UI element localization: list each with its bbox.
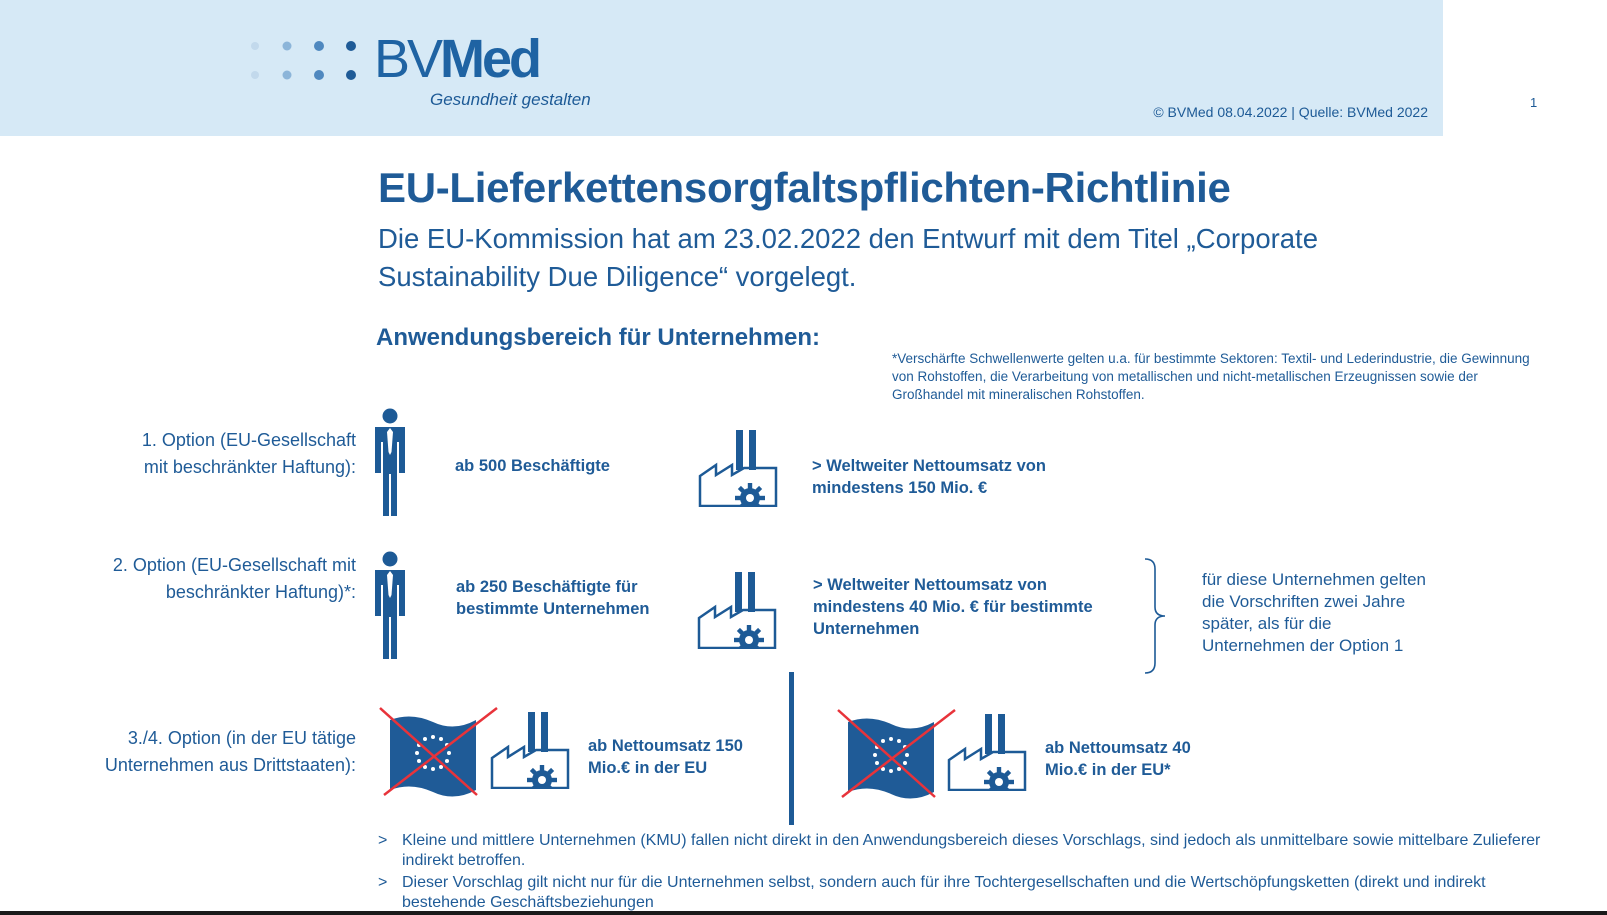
factory-icon — [947, 712, 1027, 792]
option-2-label-line2: beschränkter Haftung)*: — [165, 582, 356, 602]
option-4-turnover — [1045, 737, 1191, 781]
option-1-employees-line1: ab 500 Beschäftigte — [455, 457, 610, 475]
right-brace-icon — [1143, 557, 1173, 675]
option-1-turnover — [812, 455, 1046, 499]
option-3-turnover-line1: ab Nettoumsatz 150 — [588, 737, 743, 755]
bullet-item — [378, 831, 1558, 871]
option-2-note-line4: Unternehmen der Option 1 — [1202, 636, 1404, 655]
option-1-turnover-line1: > Weltweiter Nettoumsatz von — [812, 457, 1046, 475]
option-2-turnover — [813, 574, 1093, 640]
logo-med: Med — [440, 29, 540, 89]
option-2-employees-line2: bestimmte Unternehmen — [456, 600, 650, 618]
factory-icon — [697, 570, 777, 650]
section-heading: Anwendungsbereich für Unternehmen: — [376, 324, 821, 351]
option-1-label-line2: mit beschränkter Haftung): — [143, 457, 356, 477]
option-2-note-line1: für diese Unternehmen gelten — [1202, 570, 1426, 589]
logo-dots-icon — [250, 41, 360, 83]
option-2-turnover-line1: > Weltweiter Nettoumsatz von — [813, 576, 1047, 594]
option-1-label-line1: 1. Option (EU-Gesellschaft — [141, 430, 356, 450]
copyright-source: © BVMed 08.04.2022 | Quelle: BVMed 2022 — [1153, 104, 1428, 120]
option-2-label — [60, 552, 356, 606]
vertical-divider — [789, 672, 794, 825]
option-2-turnover-line3: Unternehmen — [813, 620, 920, 638]
eu-flag-crossed-icon — [836, 708, 958, 804]
option-2-note-line3: später, als für die — [1202, 614, 1332, 633]
bottom-rule — [0, 911, 1607, 915]
option-3-turnover — [588, 735, 743, 779]
option-2-note-line2: die Vorschriften zwei Jahre — [1202, 592, 1406, 611]
bullet-text: Kleine und mittlere Unternehmen (KMU) fallen nicht direkt in den Anwendungsbereich dieses Vorschlags, sind jedoch als unmittelbare sowie mittelbare Zulieferer indirekt betroffen. — [402, 832, 1541, 869]
option-3-4-label-line1: 3./4. Option (in der EU tätige — [127, 728, 356, 748]
page-subtitle: Die EU-Kommission hat am 23.02.2022 den Entwurf mit dem Titel „Corporate Sustainability Due Diligence“ vorgelegt. — [378, 223, 1318, 292]
option-2-employees-line1: ab 250 Beschäftigte für — [456, 578, 638, 596]
option-3-4-label — [40, 725, 356, 779]
option-2-note — [1202, 569, 1426, 657]
bullet-marker: > — [378, 832, 388, 849]
bullet-marker: > — [378, 874, 388, 891]
option-4-turnover-line2: Mio.€ in der EU* — [1045, 761, 1171, 779]
bullet-item — [378, 873, 1558, 913]
option-1-label — [90, 427, 356, 481]
option-2-employees — [456, 576, 649, 620]
option-2-turnover-line2: mindestens 40 Mio. € für bestimmte — [813, 598, 1093, 616]
bullet-text: Dieser Vorschlag gilt nicht nur für die Unternehmen selbst, sondern auch für ihre Tochtergesellschaften und die Wertschöpfungsketten (direkt und indirekt bestehende Geschäftsbeziehungen — [402, 874, 1486, 911]
eu-flag-crossed-icon — [378, 706, 500, 802]
option-1-turnover-line2: mindestens 150 Mio. € — [812, 479, 988, 497]
logo — [374, 28, 539, 90]
person-icon — [370, 551, 410, 659]
logo-bv: BV — [374, 29, 441, 89]
factory-icon — [698, 428, 778, 508]
logo-tagline: Gesundheit gestalten — [430, 90, 591, 109]
option-3-4-label-line2: Unternehmen aus Drittstaaten): — [104, 755, 356, 775]
option-3-turnover-line2: Mio.€ in der EU — [588, 759, 708, 777]
option-2-label-line1: 2. Option (EU-Gesellschaft mit — [112, 555, 356, 575]
footnote: *Verschärfte Schwellenwerte gelten u.a. für bestimmte Sektoren: Textil- und Lederindustrie, die Gewinnung von Rohstoffen, die Verarbeitung von metallischen und nicht-metallischen Erzeugnissen sowie der Großhandel mit mineralischen Rohstoffen. — [892, 351, 1530, 402]
option-1-employees — [455, 455, 610, 477]
person-icon — [370, 408, 410, 516]
factory-icon — [490, 710, 570, 790]
page-title: EU-Lieferkettensorgfaltspflichten-Richtlinie — [378, 164, 1231, 211]
option-4-turnover-line1: ab Nettoumsatz 40 — [1045, 739, 1191, 757]
bullet-list — [378, 831, 1558, 915]
page-number: 1 — [1530, 95, 1538, 110]
